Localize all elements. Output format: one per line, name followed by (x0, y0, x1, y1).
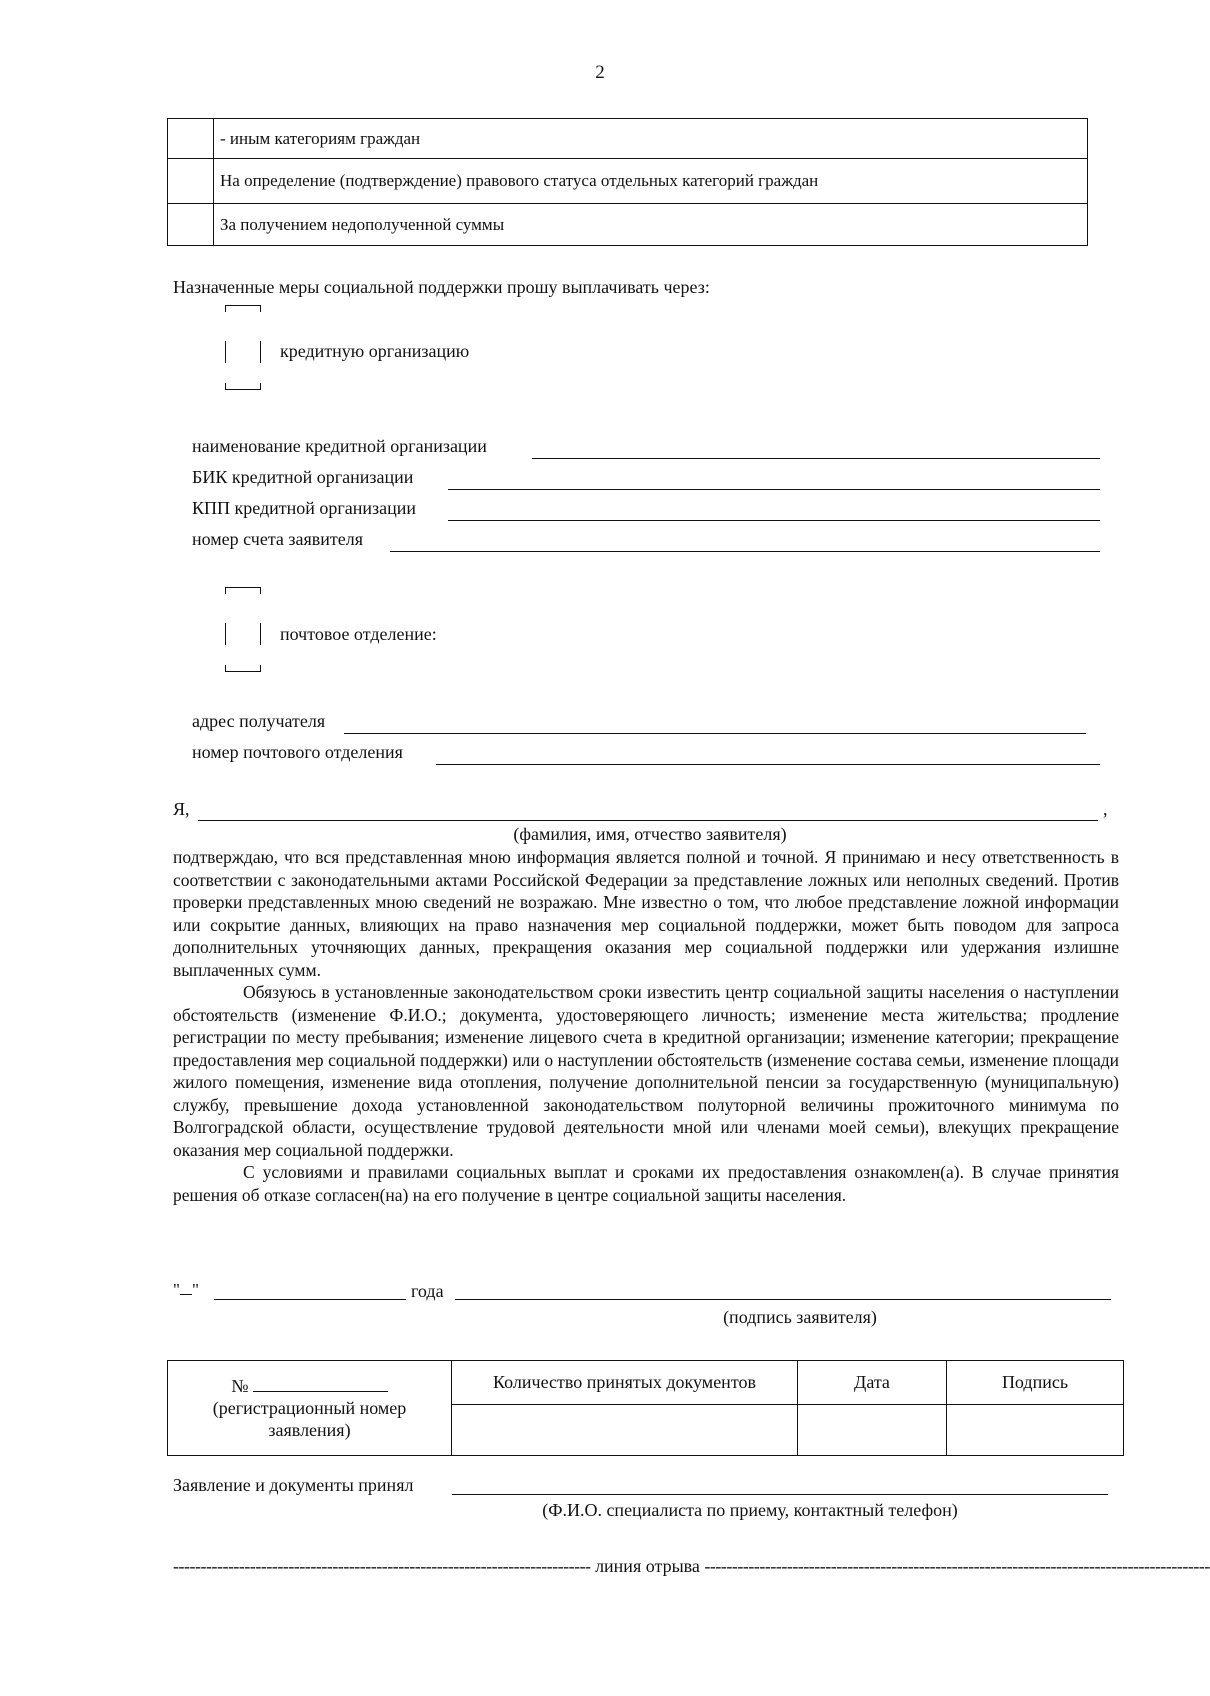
table-row (168, 119, 1088, 159)
post-office-number-field[interactable] (436, 764, 1100, 765)
bik-field[interactable] (448, 489, 1100, 490)
declaration-paragraph-3: С условиями и правилами социальных выплат и сроками их предоставления ознакомлен(а). В случае принятия решения об отказе согласен(на) на его получение в центре социальной защиты населения. (173, 1162, 1119, 1205)
accepted-by-caption: (Ф.И.О. специалиста по приему, контактный телефон) (542, 1500, 958, 1520)
row-label: За получением недополученной суммы (214, 204, 1088, 246)
bank-option-label: кредитную организацию (280, 341, 470, 361)
recipient-address-field[interactable] (344, 733, 1086, 734)
applicant-signature-field[interactable] (455, 1299, 1111, 1300)
documents-count-cell[interactable] (452, 1405, 798, 1456)
date-month-field[interactable] (214, 1299, 406, 1300)
registration-number-cell[interactable] (168, 1361, 452, 1456)
post-option-checkbox[interactable] (225, 587, 259, 673)
date-cell[interactable] (798, 1405, 947, 1456)
table-row (168, 204, 1088, 246)
declaration-suffix: , (1103, 799, 1108, 819)
signature-caption: (подпись заявителя) (723, 1307, 877, 1327)
signature-cell[interactable] (947, 1405, 1124, 1456)
declaration-paragraph-2: Обязуюсь в установленные законодательством сроки известить центр социальной защиты населения о наступлении обстоятельств (изменение Ф.И.О.; документа, удостоверяющего личность; изменение места жительства; продление регистрации по месту пребывания; изменение лицевого счета в кредитной организации; изменение категории; прекращение предоставления мер социальной поддержки) или о наступлении обстоятельств (изменение состава семьи, изменение площади жилого помещения, изменение вида отопления, получение дополнительной пенсии за государственную (муниципальную) службу, превышение дохода установленной законодательством полуторной величины прожиточного минимума по Волгоградской области, осуществление трудовой деятельности мной или членами моей семьи), влекущих прекращение оказания мер социальной поддержки. (173, 982, 1119, 1160)
date-quote-open: " (173, 1280, 180, 1299)
registration-number-caption: (регистрационный номер заявления) (212, 1398, 407, 1440)
declaration-prefix: Я, (173, 799, 190, 819)
applicant-name-field[interactable] (198, 820, 1098, 821)
date-day[interactable] (173, 1280, 199, 1300)
row-label: - иным категориям граждан (214, 119, 1088, 159)
registration-number-field[interactable] (253, 1375, 388, 1392)
accepted-by-label: Заявление и документы принял (173, 1475, 414, 1495)
documents-count-header: Количество принятых документов (452, 1361, 798, 1405)
declaration-paragraph-1: подтверждаю, что вся представленная мною информация является полной и точной. Я принимаю и несу ответственность в соответствии с законодательными актами Российской Федерации за представление ложных или неполных сведений. Против проверки представленных мною сведений не возражаю. Мне известно о том, что любое представление ложной информации или сокрытие данных, влияющих на право назначения мер социальной поддержки, может быть поводом для запроса дополнительных уточняющих данных, прекращения оказания мер социальной поддержки или удержания излишне выплаченных сумм. (173, 847, 1119, 980)
bik-label: БИК кредитной организации (192, 467, 414, 487)
year-label: года (411, 1281, 444, 1301)
declaration-text (173, 846, 1119, 1206)
accepted-by-field[interactable] (452, 1494, 1108, 1495)
date-quote-close: " (191, 1280, 199, 1299)
tear-line-label: линия отрыва (595, 1556, 700, 1576)
date-header: Дата (798, 1361, 947, 1405)
post-option-label: почтовое отделение: (280, 624, 437, 644)
account-number-field[interactable] (390, 551, 1100, 552)
signature-header: Подпись (947, 1361, 1124, 1405)
account-number-label: номер счета заявителя (192, 529, 364, 549)
applicant-name-caption: (фамилия, имя, отчество заявителя) (513, 824, 787, 844)
tear-line: ---------------------------------------------------------------------------- линия отрыва -------------------------------------------------------------------------------------------- (173, 1556, 1210, 1576)
page-number: 2 (595, 62, 605, 83)
recipient-address-label: адрес получателя (192, 711, 326, 731)
number-sign: № (231, 1376, 249, 1396)
bank-name-field[interactable] (532, 458, 1100, 459)
kpp-label: КПП кредитной организации (192, 498, 417, 518)
row-checkbox-cell[interactable] (168, 204, 214, 246)
bank-name-label: наименование кредитной организации (192, 436, 487, 456)
registration-table (167, 1360, 1124, 1456)
request-type-table (167, 118, 1088, 246)
row-label: На определение (подтверждение) правового статуса отдельных категорий граждан (214, 159, 1088, 204)
table-row (168, 159, 1088, 204)
row-checkbox-cell[interactable] (168, 119, 214, 159)
bank-option-checkbox[interactable] (225, 305, 259, 391)
kpp-field[interactable] (448, 520, 1100, 521)
payment-intro: Назначенные меры социальной поддержки прошу выплачивать через: (173, 277, 710, 297)
row-checkbox-cell[interactable] (168, 159, 214, 204)
post-office-number-label: номер почтового отделения (192, 742, 403, 762)
